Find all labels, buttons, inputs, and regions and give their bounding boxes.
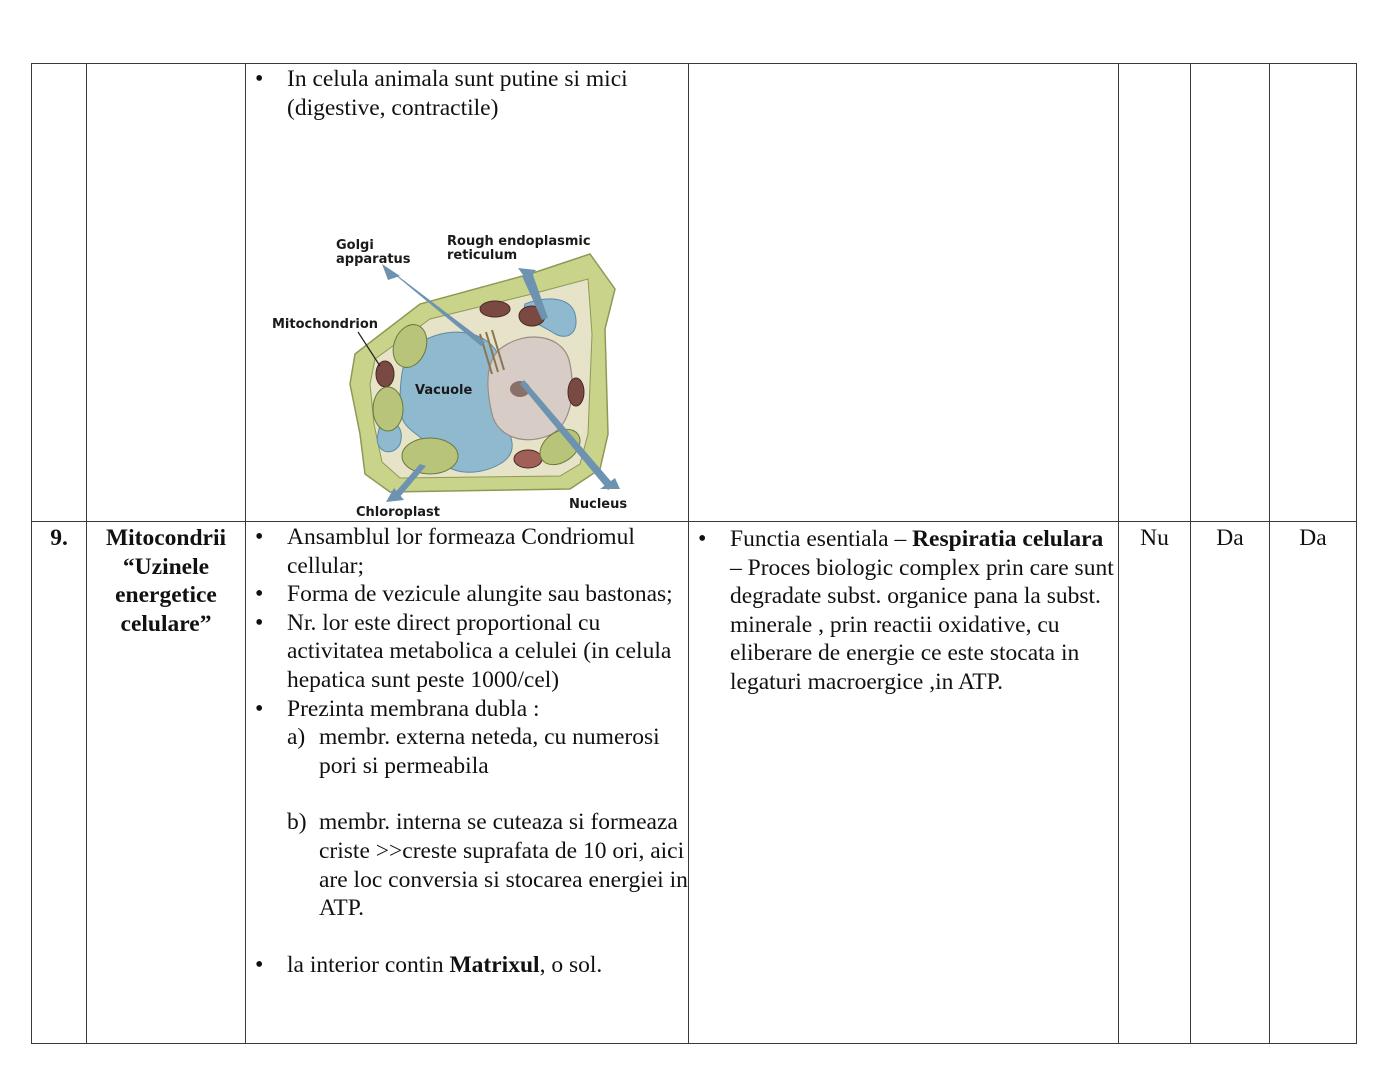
label-vacuole: Vacuole bbox=[415, 383, 473, 399]
label-nucleus: Nucleus bbox=[569, 497, 628, 513]
title-line: Mitocondrii bbox=[105, 525, 227, 551]
cell-title bbox=[87, 64, 246, 522]
cell-structure bbox=[246, 64, 689, 522]
organelle-table bbox=[31, 63, 1357, 1044]
structure-list-2 bbox=[246, 951, 688, 980]
label-golgi: Golgi apparatus bbox=[336, 238, 411, 268]
function-list bbox=[689, 525, 1118, 697]
plant-cell-illustration bbox=[270, 234, 630, 519]
list-item: • Forma de vezicule alungite sau bastonas; bbox=[246, 580, 688, 609]
label-mitochondrion: Mitochondrion bbox=[272, 317, 379, 333]
cell-col6: Da bbox=[1191, 522, 1270, 1044]
cell-col7 bbox=[1270, 64, 1357, 522]
cell-function bbox=[689, 64, 1119, 522]
list-item: • In celula animala sunt putine si mici (digestive, contractile) bbox=[246, 65, 688, 122]
structure-list bbox=[246, 523, 688, 723]
cell-col5 bbox=[1119, 64, 1191, 522]
table-row-continuation bbox=[32, 64, 1357, 522]
cell-col7: Da bbox=[1270, 522, 1357, 1044]
cell-function bbox=[689, 522, 1119, 1044]
plant-cell-figure bbox=[270, 234, 630, 519]
structure-list bbox=[246, 65, 688, 122]
list-item: • Nr. lor este direct proportional cu activitatea metabolica a celulei (in celula hepatica sunt peste 1000/cel) bbox=[246, 609, 688, 695]
list-item: • Functia esentiala – Respiratia celulara – Proces biologic complex prin care sunt degradate subst. organice pana la subst. minerale , prin reactii oxidative, cu eliberare de energie ce este stocata in legaturi macroergice ,in ATP. bbox=[689, 525, 1118, 697]
cell-title bbox=[87, 522, 246, 1044]
list-item: • Ansamblul lor formeaza Condriomul cellular; bbox=[246, 523, 688, 580]
cell-col5: Nu bbox=[1119, 522, 1191, 1044]
sub-item-b: b) membr. interna se cuteaza si formeaza criste >>creste suprafata de 10 ori, aici are loc conversia si stocarea energiei in ATP. bbox=[287, 809, 688, 922]
list-item: • la interior contin Matrixul, o sol. bbox=[246, 951, 688, 980]
cell-structure bbox=[246, 522, 689, 1044]
label-chloroplast: Chloroplast bbox=[356, 505, 441, 521]
title-line: energetice bbox=[115, 582, 217, 609]
title-line: celulare” bbox=[120, 610, 212, 637]
list-item: • Prezinta membrana dubla : bbox=[246, 695, 688, 724]
title-line: “Uzinele bbox=[122, 553, 210, 580]
cell-number bbox=[32, 64, 87, 522]
sub-item-a: a) membr. externa neteda, cu numerosi pori si permeabila bbox=[287, 724, 660, 779]
cell-col6 bbox=[1191, 64, 1270, 522]
label-rough-er: Rough endoplasmic reticulum bbox=[447, 234, 591, 264]
cell-number: 9. bbox=[32, 522, 87, 1044]
table-row-mitocondrii bbox=[32, 522, 1357, 1044]
